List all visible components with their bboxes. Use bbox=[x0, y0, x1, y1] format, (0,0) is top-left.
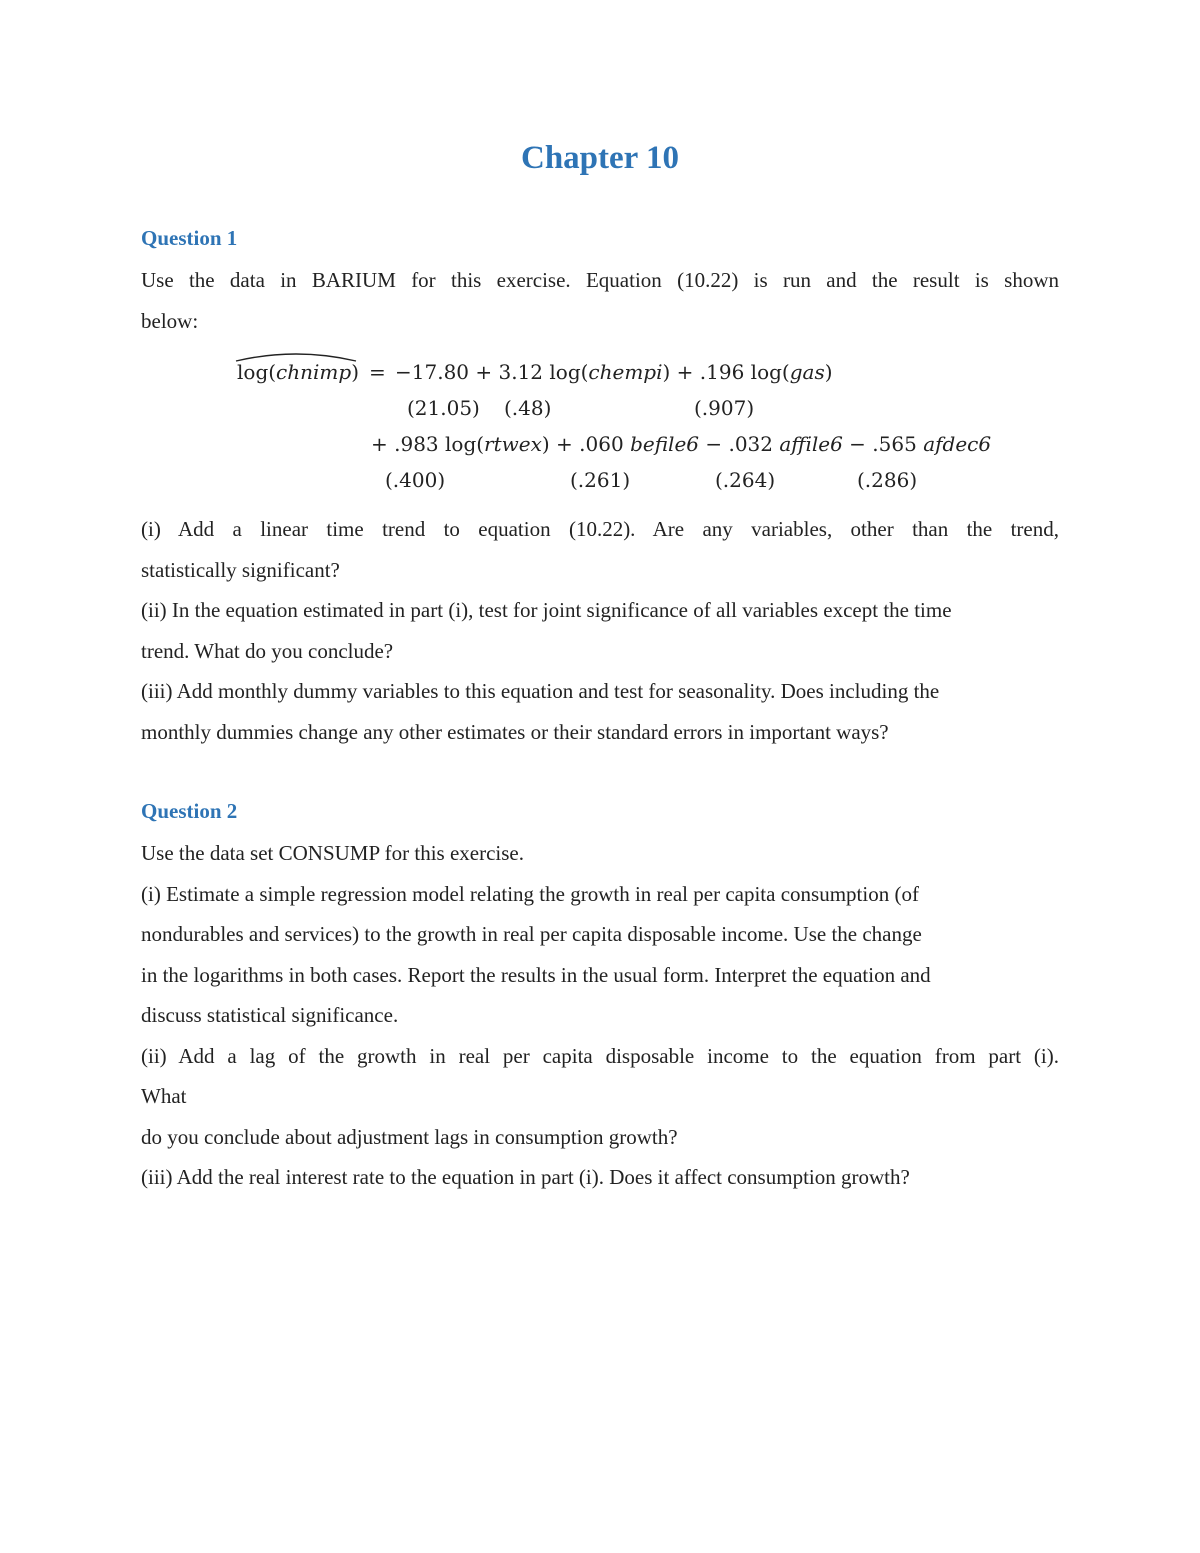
se-afdec6: (.286) bbox=[857, 468, 918, 492]
question-1-intro-line-1: Use the data in BARIUM for this exercise. Equation (10.22) is run and the result is shown bbox=[141, 268, 1059, 292]
q2-part-iii-line-1: (iii) Add the real interest rate to the equation in part (i). Does it affect consumption growth? bbox=[141, 1165, 910, 1189]
equation-var-affile6: affile6 bbox=[779, 432, 843, 456]
se-rtwex: (.400) bbox=[385, 468, 446, 492]
equation-row-2-b: ) + .060 bbox=[541, 432, 631, 456]
question-1-heading: Question 1 bbox=[141, 226, 238, 250]
q2-part-i-line-2: nondurables and services) to the growth in real per capita disposable income. Use the change bbox=[141, 922, 922, 946]
equation-row-1-terms bbox=[395, 360, 833, 384]
q2-part-i-line-4: discuss statistical significance. bbox=[141, 1003, 399, 1027]
equation-row-2-a: + .983 log( bbox=[371, 432, 485, 456]
question-1-parts bbox=[141, 509, 1059, 752]
equation-var-befile6: befile6 bbox=[630, 432, 699, 456]
question-2-heading: Question 2 bbox=[141, 799, 238, 823]
equation-var-chempi: chempi bbox=[588, 360, 663, 384]
equation-row-2-c: − .032 bbox=[699, 432, 780, 456]
regression-equation bbox=[237, 352, 997, 502]
q2-part-i-line-1: (i) Estimate a simple regression model relating the growth in real per capita consumption (of bbox=[141, 881, 919, 906]
se-affile6: (.264) bbox=[715, 468, 776, 492]
q2-part-ii-line-1: (ii) Add a lag of the growth in real per capita disposable income to the equation from part (i). bbox=[141, 1043, 1059, 1068]
q1-part-iii-line-2: monthly dummies change any other estimates or their standard errors in important ways? bbox=[141, 719, 889, 744]
equation-lhs-log: log( bbox=[237, 360, 277, 384]
q2-part-ii-line-2: What bbox=[141, 1084, 187, 1108]
equation-lhs-hat bbox=[237, 360, 359, 384]
equation-var-gas: gas bbox=[789, 360, 825, 384]
q1-part-ii-line-1: (ii) In the equation estimated in part (i), test for joint significance of all variables except the time bbox=[141, 598, 952, 622]
equation-equals: = bbox=[369, 360, 386, 384]
equation-var-rtwex: rtwex bbox=[484, 432, 542, 456]
q1-part-i-line-1: (i) Add a linear time trend to equation (10.22). Are any variables, other than the trend, bbox=[141, 517, 1059, 541]
q2-intro: Use the data set CONSUMP for this exercise. bbox=[141, 841, 524, 865]
equation-lhs-close: ) bbox=[351, 360, 359, 384]
equation-row-2-terms bbox=[371, 432, 991, 456]
question-1-intro-line-2: below: bbox=[141, 308, 199, 333]
question-2-body bbox=[141, 833, 1059, 1198]
equation-row-1-const: −17.80 + 3.12 log( bbox=[395, 360, 589, 384]
chapter-title: Chapter 10 bbox=[521, 140, 679, 176]
q1-part-ii-line-2: trend. What do you conclude? bbox=[141, 638, 394, 663]
se-chempi: (.48) bbox=[504, 396, 552, 420]
equation-row-1-end: ) bbox=[824, 360, 833, 384]
se-constant: (21.05) bbox=[407, 396, 480, 420]
q2-part-i-line-3: in the logarithms in both cases. Report the results in the usual form. Interpret the equation and bbox=[141, 962, 931, 987]
se-befile6: (.261) bbox=[570, 468, 631, 492]
equation-row-1-mid: ) + .196 log( bbox=[662, 360, 790, 384]
equation-lhs-var: chnimp bbox=[276, 360, 352, 384]
q1-part-i-line-2: statistically significant? bbox=[141, 557, 340, 582]
se-gas: (.907) bbox=[694, 396, 755, 420]
question-1-intro bbox=[141, 260, 1059, 341]
equation-var-afdec6: afdec6 bbox=[923, 432, 992, 456]
hat-accent-icon bbox=[235, 350, 357, 362]
q2-part-ii-line-3: do you conclude about adjustment lags in consumption growth? bbox=[141, 1124, 678, 1149]
q1-part-iii-line-1: (iii) Add monthly dummy variables to this equation and test for seasonality. Does including the bbox=[141, 679, 940, 703]
equation-row-2-d: − .565 bbox=[842, 432, 924, 456]
